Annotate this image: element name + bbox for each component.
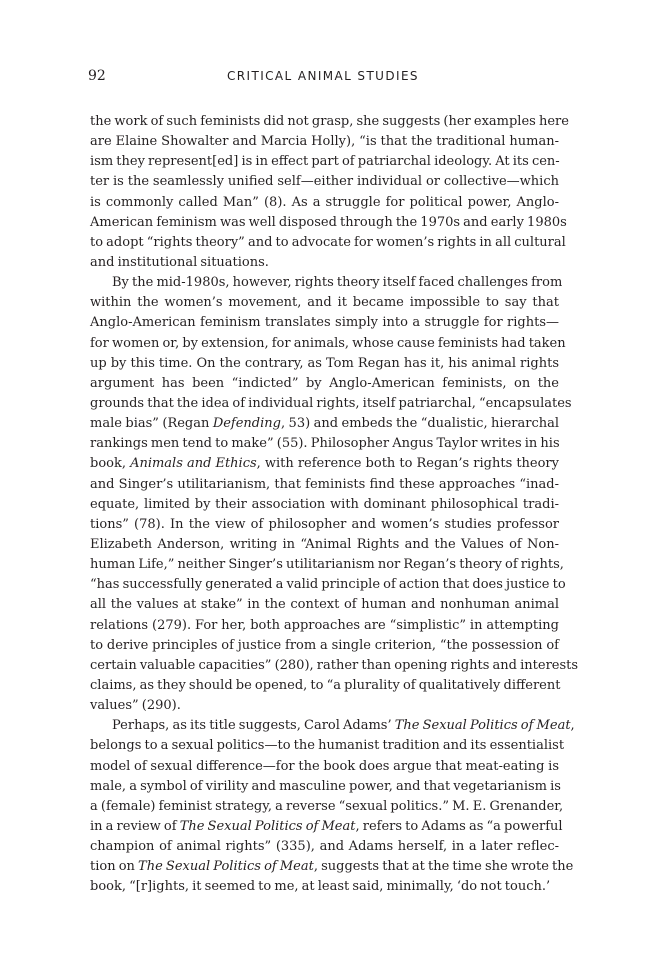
text-line: Anglo-American feminism translates simply into a struggle for rights— <box>90 315 559 331</box>
text-line: certain valuable capacities” (280), rather than opening rights and interests <box>90 657 579 673</box>
text-line: relations (279). For her, both approaches are “simplistic” in attempting <box>90 617 559 633</box>
text-line: Elizabeth Anderson, writing in “Animal Rights and the Values of Non- <box>90 536 559 552</box>
text-line: are Elaine Showalter and Marcia Holly), “is that the traditional human- <box>90 134 559 150</box>
text-line: argument has been “indicted” by Anglo-American feminists, on the <box>90 375 559 391</box>
text-line: rankings men tend to make” (55). Philosopher Angus Taylor writes in his <box>90 436 560 452</box>
text-line: book, Animals and Ethics, with reference both to Regan’s rights theory <box>90 456 559 472</box>
text-line: American feminism was well disposed through the 1970s and early 1980s <box>90 214 567 230</box>
running-head <box>88 68 558 88</box>
text-line: male, a symbol of virility and masculine power, and that vegetarianism is <box>90 778 561 794</box>
text-line: By the mid-1980s, however, rights theory itself faced challenges from <box>112 275 563 291</box>
text-line: ism they represent[ed] is in effect part of patriarchal ideology. At its cen- <box>90 154 560 170</box>
running-head-title: CRITICAL ANIMAL STUDIES <box>227 69 419 83</box>
text-line: grounds that the idea of individual rights, itself patriarchal, “encapsulates <box>90 395 572 411</box>
text-line: values” (290). <box>90 698 181 714</box>
page-number: 92 <box>88 68 106 84</box>
text-line: tion on The Sexual Politics of Meat, suggests that at the time she wrote the <box>90 859 574 875</box>
body-text <box>90 112 579 897</box>
text-line: tions” (78). In the view of philosopher and women’s studies professor <box>90 516 559 532</box>
text-line: ter is the seamlessly unified self—either individual or collective—which <box>90 174 559 190</box>
text-line: and institutional situations. <box>90 254 269 270</box>
text-line: belongs to a sexual politics—to the humanist tradition and its essentialist <box>90 738 565 754</box>
text-line: within the women’s movement, and it became impossible to say that <box>90 295 559 311</box>
text-line: book, “[r]ights, it seemed to me, at least said, minimally, ‘do not touch.’ <box>90 879 551 895</box>
text-line: is commonly called Man” (8). As a struggle for political power, Anglo- <box>90 194 559 210</box>
text-line: for women or, by extension, for animals, whose cause feminists had taken <box>90 335 566 351</box>
text-line: and Singer’s utilitarianism, that feminists find these approaches “inad- <box>90 476 559 492</box>
text-line: male bias” (Regan Defending, 53) and embeds the “dualistic, hierarchal <box>90 416 559 432</box>
text-line: to adopt “rights theory” and to advocate for women’s rights in all cultural <box>90 234 566 250</box>
paragraph <box>90 716 575 897</box>
paragraph <box>90 112 569 273</box>
text-line: “has successfully generated a valid principle of action that does justice to <box>90 577 566 593</box>
text-line: a (female) feminist strategy, a reverse “sexual politics.” M. E. Grenander, <box>90 798 564 814</box>
text-line: to derive principles of justice from a single criterion, “the possession of <box>90 637 559 653</box>
text-line: up by this time. On the contrary, as Tom Regan has it, his animal rights <box>90 355 559 371</box>
text-line: Perhaps, as its title suggests, Carol Adams’ The Sexual Politics of Meat, <box>112 718 575 734</box>
text-line: claims, as they should be opened, to “a plurality of qualitatively different <box>90 677 561 693</box>
paragraph <box>90 273 579 716</box>
text-line: model of sexual difference—for the book does argue that meat-eating is <box>90 758 559 774</box>
text-line: human Life,” neither Singer’s utilitarianism nor Regan’s theory of rights, <box>90 557 564 573</box>
text-line: champion of animal rights” (335), and Adams herself, in a later reflec- <box>90 839 559 855</box>
text-line: the work of such feminists did not grasp, she suggests (her examples here <box>90 114 569 129</box>
text-line: in a review of The Sexual Politics of Meat, refers to Adams as “a powerful <box>90 818 563 834</box>
text-line: equate, limited by their association with dominant philosophical tradi- <box>90 496 559 512</box>
text-line: all the values at stake” in the context of human and nonhuman animal <box>90 597 559 613</box>
